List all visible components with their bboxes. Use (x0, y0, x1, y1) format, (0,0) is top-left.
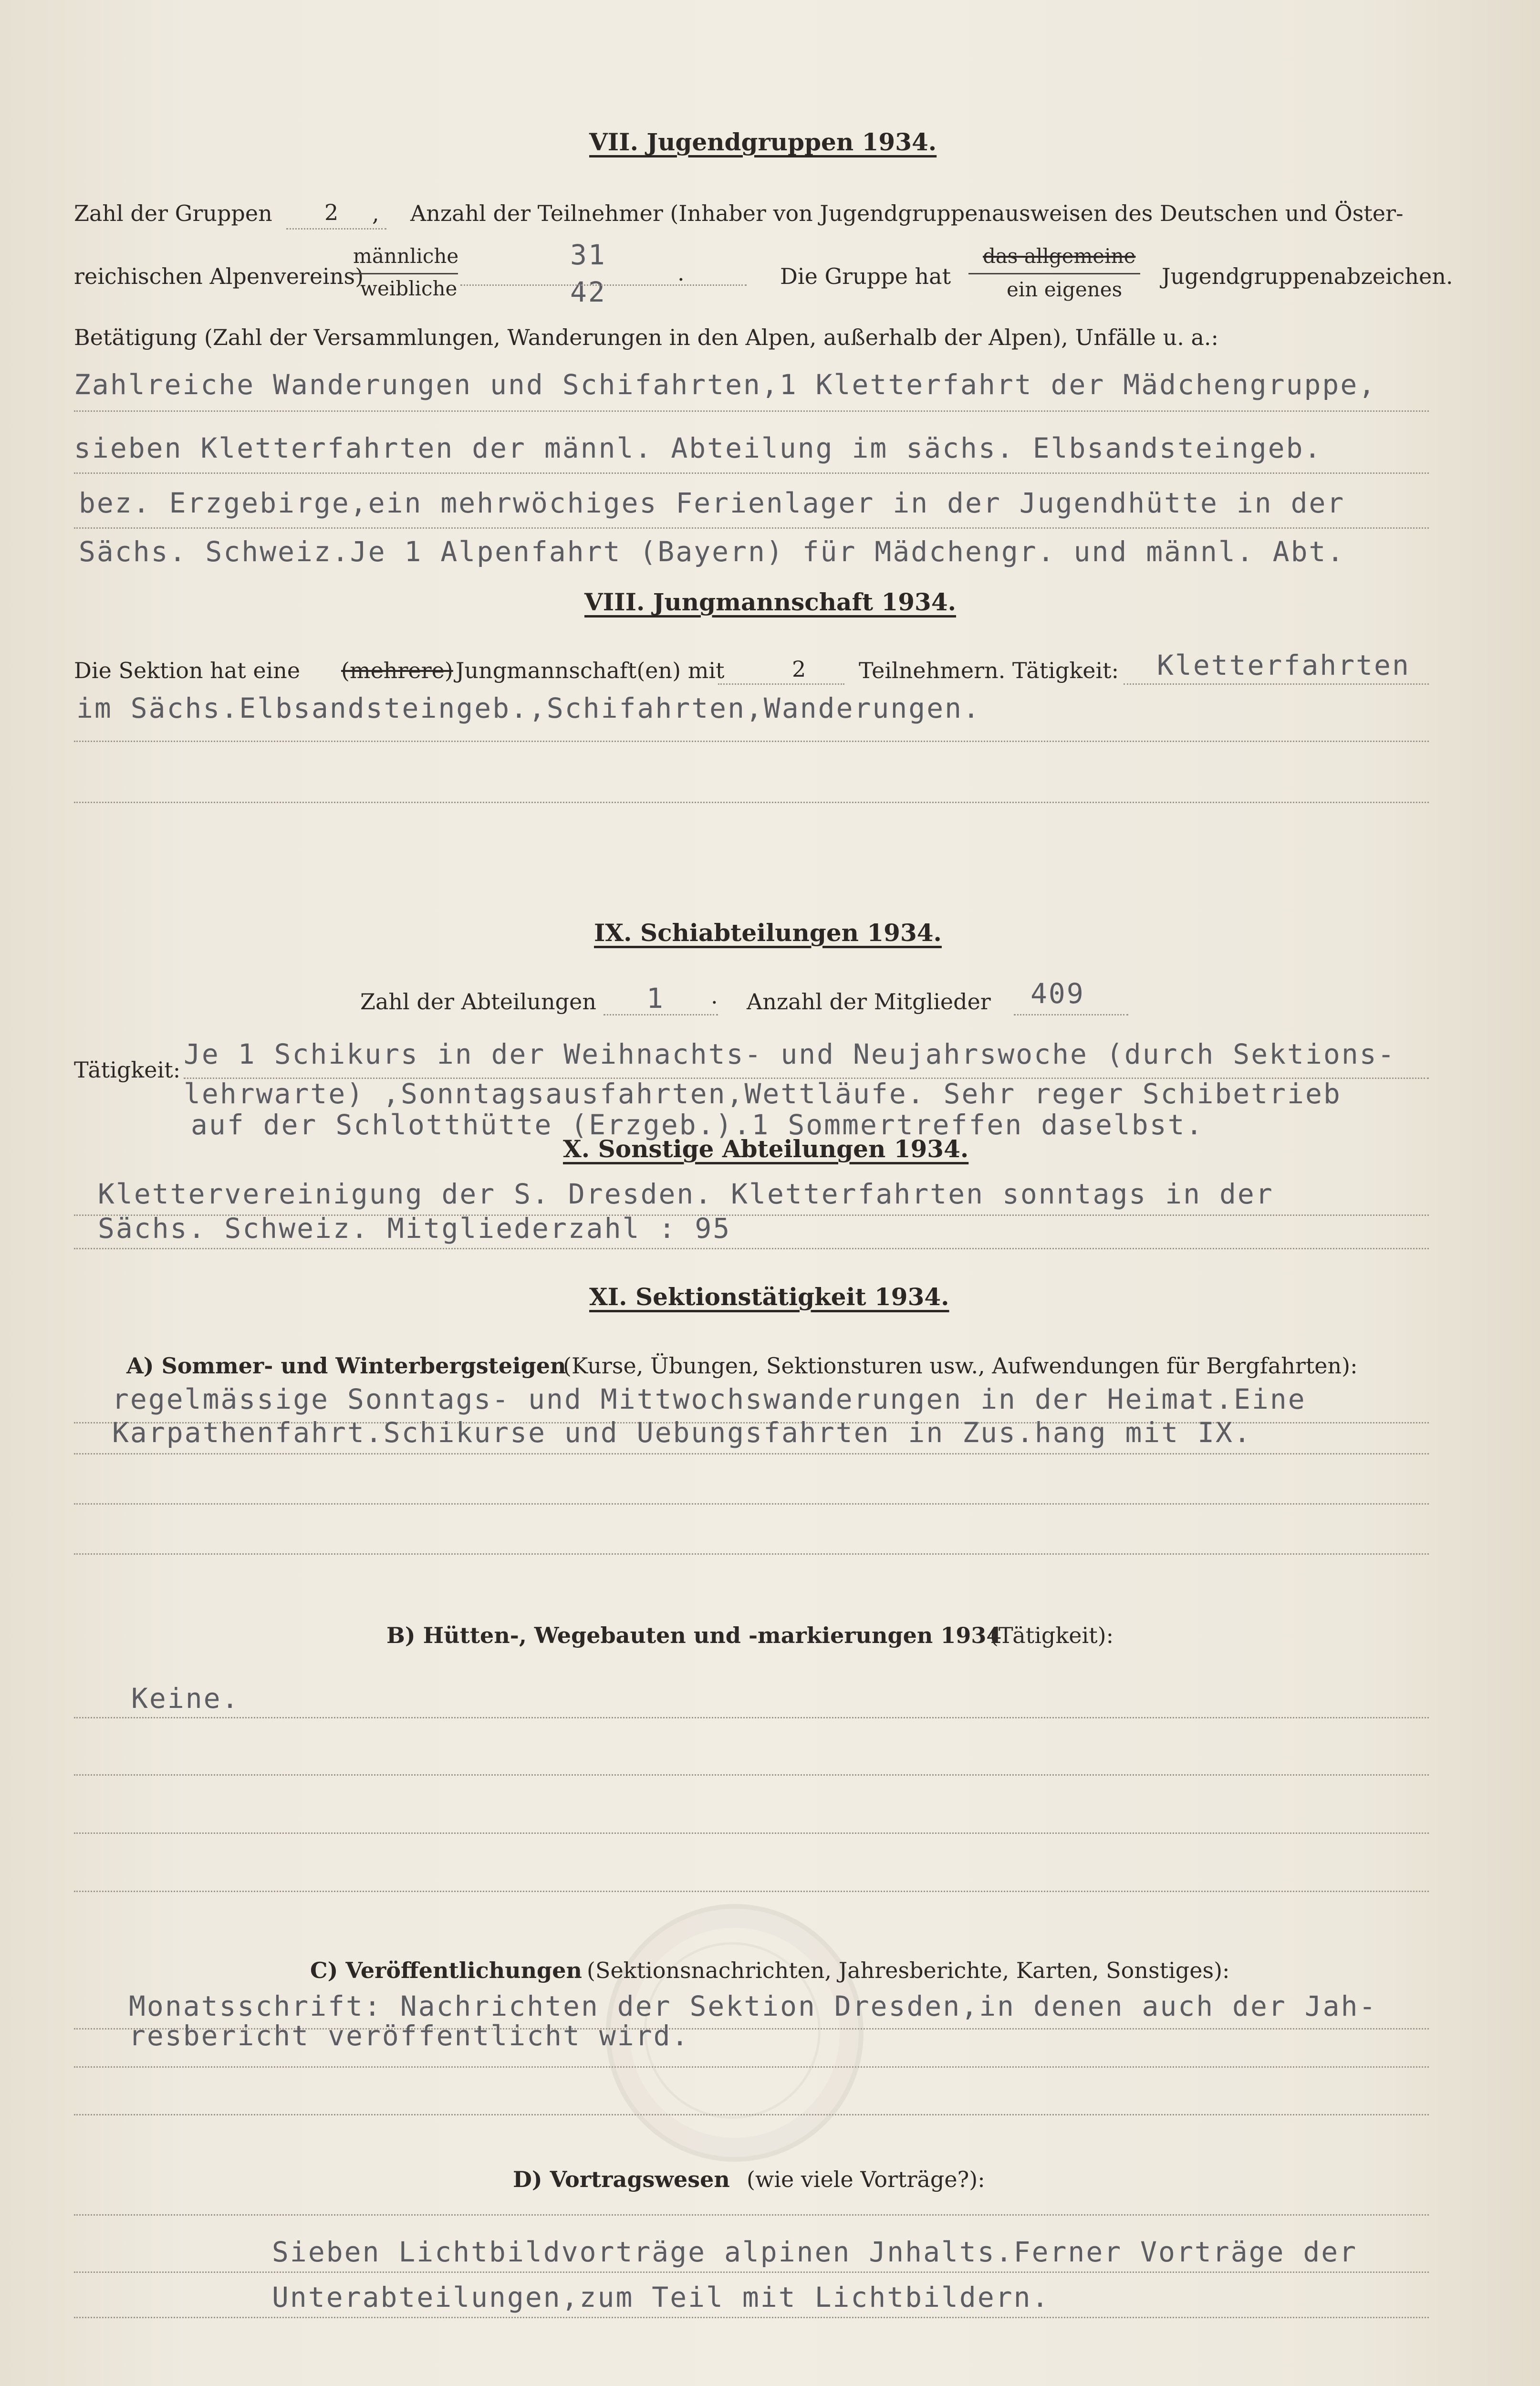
section-xi-heading: XI. Sektionstätigkeit 1934. (589, 1283, 949, 1311)
jungmannschaft-text-b: Jungmannschaft(en) mit (456, 658, 725, 683)
s8-typed-line-1: Kletterfahrten (1157, 649, 1410, 681)
dotted-rule (74, 1453, 1429, 1455)
section-ix-heading: IX. Schiabteilungen 1934. (594, 919, 942, 947)
dotted-rule (74, 2114, 1429, 2115)
dotted-rule (74, 2214, 1429, 2216)
dot: . (677, 260, 685, 286)
badge-text: Jugendgruppenabzeichen. (1162, 263, 1453, 289)
section-x-heading: X. Sonstige Abteilungen 1934. (563, 1135, 969, 1163)
dotted-rule (74, 2317, 1429, 2318)
lectures-details: (wie viele Vorträge?): (747, 2166, 985, 2192)
a-typed-line-1: regelmässige Sonntags- und Mittwochswanderungen in der Heimat.Eine (112, 1383, 1306, 1415)
d-typed-line-2: Unterabteilungen,zum Teil mit Lichtbildern. (272, 2281, 1050, 2313)
plural-struck: (mehrere) (341, 658, 453, 683)
fraction-line (351, 273, 458, 274)
lectures-label: D) Vortragswesen (513, 2166, 730, 2192)
s9-typed-line-1: Je 1 Schikurs in der Weihnachts- und Neujahrswoche (durch Sektions- (184, 1038, 1396, 1070)
c-typed-line-2: resbericht veröffentlicht wird. (129, 2020, 690, 2052)
group-has-text: Die Gruppe hat (780, 263, 951, 289)
dotted-rule (460, 284, 747, 286)
dotted-rule (1014, 1014, 1128, 1015)
dotted-rule (74, 1832, 1429, 1834)
dotted-rule (74, 2271, 1429, 2273)
departments-count: 1 (646, 982, 665, 1015)
section-vii-heading: VII. Jugendgruppen 1934. (589, 128, 937, 156)
dotted-rule (74, 472, 1429, 474)
s10-typed-line-1: Klettervereinigung der S. Dresden. Kletterfahrten sonntags in der (98, 1178, 1274, 1210)
dotted-rule (74, 741, 1429, 742)
departments-label: Zahl der Abteilungen (360, 989, 596, 1015)
male-count: 31 (570, 239, 606, 271)
dotted-rule (74, 2066, 1429, 2068)
members-label: Anzahl der Mitglieder (747, 989, 991, 1015)
s9-typed-line-2: lehrwarte) ,Sonntagsausfahrten,Wettläufe. Sehr reger Schibetrieb (184, 1078, 1342, 1110)
dotted-rule (286, 228, 386, 230)
s9-activity-label: Tätigkeit: (74, 1057, 181, 1083)
summer-winter-details: (Kurse, Übungen, Sektionsturen usw., Aufwendungen für Bergfahrten): (563, 1353, 1358, 1379)
dotted-rule (74, 410, 1429, 412)
dotted-rule (74, 527, 1429, 529)
b-typed-line: Keine. (131, 1682, 240, 1715)
s7-typed-line-3: bez. Erzgebirge,ein mehrwöchiges Ferienlager in der Jugendhütte in der (79, 487, 1345, 519)
dot: . (711, 983, 718, 1009)
female-label: weibliche (360, 277, 458, 300)
dotted-rule (1124, 683, 1429, 685)
male-label: männliche (353, 244, 459, 268)
dotted-rule (74, 1717, 1429, 1718)
publications-details: (Sektionsnachrichten, Jahresberichte, Karten, Sonstiges): (587, 1957, 1230, 1983)
s7-typed-line-2: sieben Kletterfahrten der männl. Abteilung im sächs. Elbsandsteingeb. (74, 432, 1322, 464)
jungmannschaft-text-c: Teilnehmern. Tätigkeit: (859, 658, 1119, 683)
s8-typed-line-2: im Sächs.Elbsandsteingeb.,Schifahrten,Wanderungen. (76, 692, 981, 724)
summer-winter-label: A) Sommer- und Winterbergsteigen (126, 1353, 566, 1379)
members-count: 409 (1030, 977, 1085, 1010)
s10-typed-line-2: Sächs. Schweiz. Mitgliederzahl : 95 (98, 1212, 731, 1245)
dotted-rule (74, 802, 1429, 803)
huts-paths-label: B) Hütten-, Wegebauten und -markierungen 1934 (386, 1622, 1002, 1648)
c-typed-line-1: Monatsschrift: Nachrichten der Sektion Dresden,in denen auch der Jah- (129, 1990, 1377, 2022)
section-viii-heading: VIII. Jungmannschaft 1934. (584, 588, 957, 616)
dotted-rule (74, 1891, 1429, 1892)
badge-own: ein eigenes (1007, 278, 1123, 301)
participants-text: Anzahl der Teilnehmer (Inhaber von Jugendgruppenausweisen des Deutschen und Öster- (410, 200, 1404, 226)
s9-typed-line-3: auf der Schlotthütte (Erzgeb.).1 Sommertreffen daselbst. (191, 1109, 1204, 1141)
publications-label: C) Veröffentlichungen (310, 1957, 582, 1983)
dotted-rule (74, 1248, 1429, 1249)
dotted-rule (74, 1774, 1429, 1776)
groups-count-label: Zahl der Gruppen (74, 200, 272, 226)
female-count: 42 (570, 276, 606, 308)
jungmannschaft-count: 2 (792, 656, 806, 682)
dotted-rule (718, 683, 844, 685)
d-typed-line-1: Sieben Lichtbildvorträge alpinen Jnhalts.Ferner Vorträge der (272, 2236, 1358, 2268)
jungmannschaft-text-a: Die Sektion hat eine (74, 658, 301, 683)
alpenverein-text: reichischen Alpenvereins) (74, 263, 364, 289)
huts-paths-details: (Tätigkeit): (990, 1622, 1114, 1648)
a-typed-line-2: Karpathenfahrt.Schikurse und Uebungsfahrten in Zus.hang mit IX. (112, 1416, 1252, 1449)
groups-count-value: 2 (324, 199, 339, 225)
fraction-line (968, 273, 1140, 274)
badge-general-struck: das allgemeine (983, 244, 1136, 268)
s7-typed-line-1: Zahlreiche Wanderungen und Schifahrten,1 Kletterfahrt der Mädchengruppe, (74, 368, 1377, 401)
activity-label: Betätigung (Zahl der Versammlungen, Wanderungen in den Alpen, außerhalb der Alpen), Unfälle u. a.: (74, 324, 1219, 350)
dotted-rule (74, 1553, 1429, 1555)
comma: , (372, 200, 379, 226)
dotted-rule (74, 1503, 1429, 1505)
s7-typed-line-4: Sächs. Schweiz.Je 1 Alpenfahrt (Bayern) für Mädchengr. und männl. Abt. (79, 535, 1345, 568)
